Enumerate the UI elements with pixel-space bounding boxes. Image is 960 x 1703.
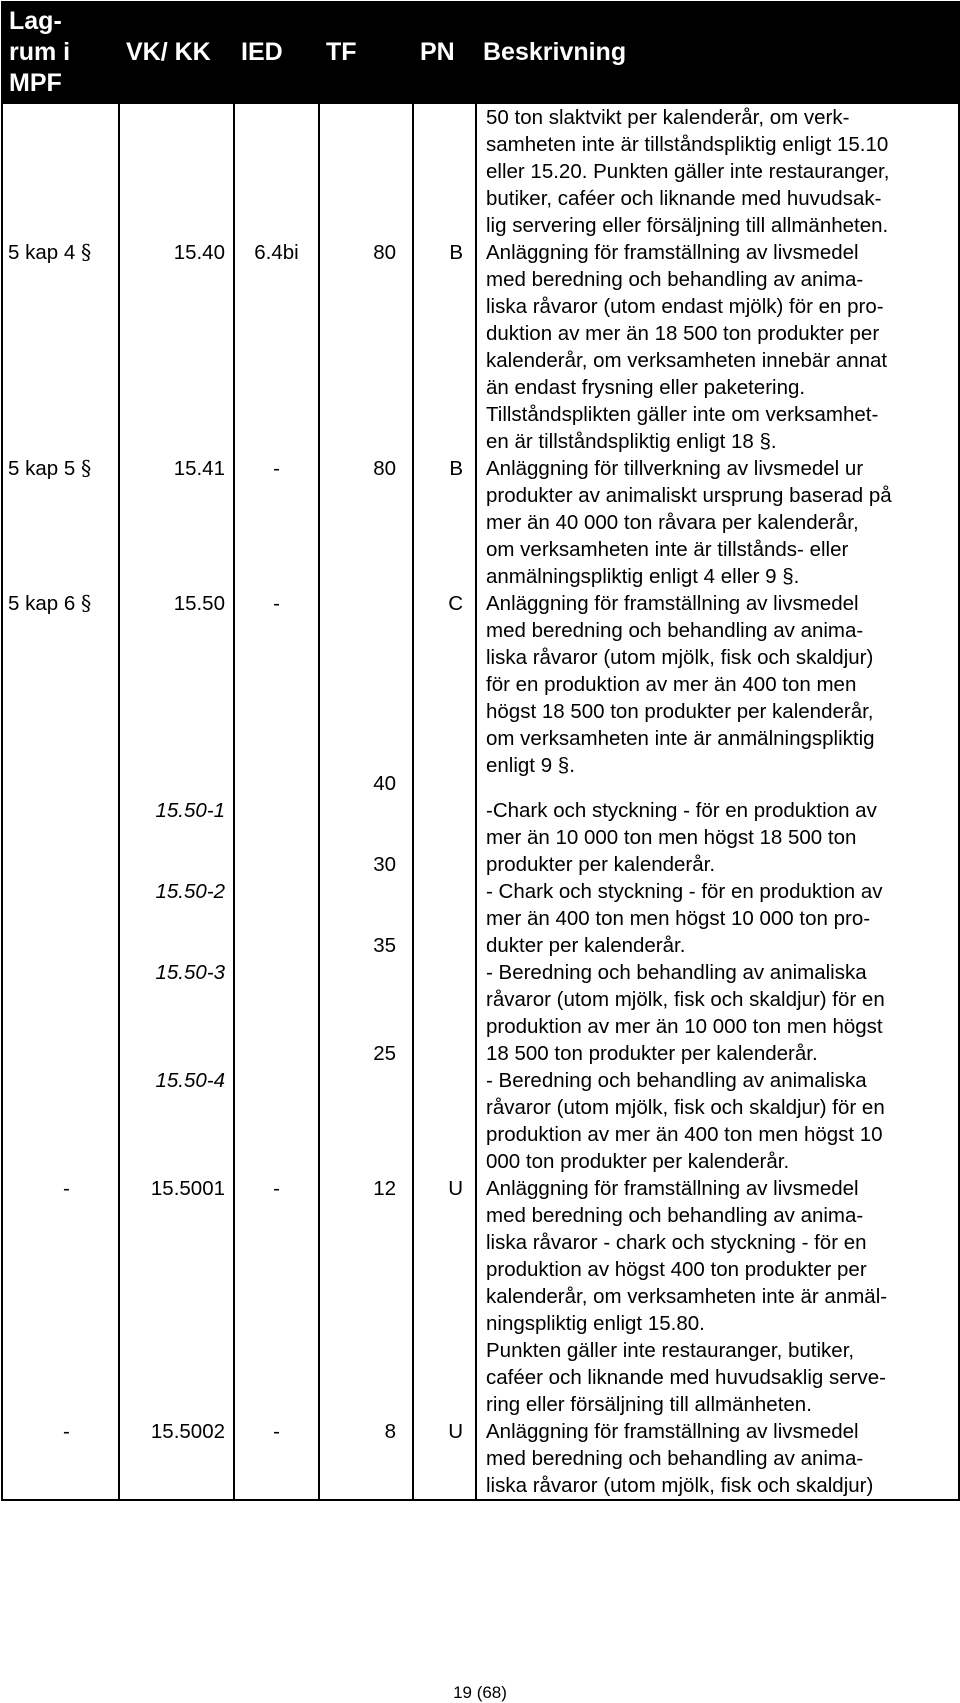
description-line: med beredning och behandling av anima- (486, 619, 864, 642)
table-row (2, 1418, 959, 1500)
lagrum-cell (2, 455, 119, 590)
description-line: enligt 9 §. (486, 754, 575, 777)
lagrum-text: - (63, 1177, 70, 1200)
description-line: produktion av mer än 400 ton men högst 10 (486, 1123, 883, 1146)
description-line: - Beredning och behandling av animaliska (486, 1069, 867, 1092)
header-pn: PN (413, 2, 476, 103)
description-cell (476, 103, 959, 239)
spacer (125, 986, 225, 1067)
tf-cell (319, 455, 413, 590)
ied-code: 6.4bi (254, 241, 299, 264)
spacer (125, 905, 225, 959)
sub-vkkk-code: 15.50-2 (155, 880, 225, 903)
description-cell (476, 1418, 959, 1500)
description-line: Punkten gäller inte restauranger, butiker, (486, 1339, 855, 1362)
header-ied: IED (234, 2, 319, 103)
description-line: liska råvaror - chark och styckning - för en (486, 1231, 867, 1254)
description-line: för en produktion av mer än 400 ton men (486, 673, 857, 696)
continuation-row (2, 103, 959, 239)
lagrum-text: 5 kap 6 (8, 592, 81, 615)
description-line: mer än 10 000 ton men högst 18 500 ton (486, 826, 857, 849)
header-lagrum (2, 2, 119, 103)
description-line: lig servering eller försäljning till allmänheten. (486, 214, 889, 237)
vkkk-code: 15.5001 (150, 1177, 225, 1200)
description-line: ring eller försäljning till allmänheten. (486, 1393, 812, 1416)
tf-value: 80 (373, 457, 396, 480)
sub-tf-value: 35 (373, 934, 396, 957)
description-line: Anläggning för framställning av livsmedel (486, 592, 859, 615)
description-line: än endast frysning eller paketering. (486, 376, 806, 399)
table-row (2, 590, 959, 1175)
description-line: dukter per kalenderår. (486, 934, 686, 957)
spacer (325, 878, 396, 932)
vkkk-cell (119, 1175, 234, 1418)
description-line: med beredning och behandling av anima- (486, 1204, 864, 1227)
description-line: kalenderår, om verksamheten innebär annat (486, 349, 888, 372)
spacer (125, 617, 225, 797)
lagrum-cell (2, 1175, 119, 1418)
vkkk-code: 15.40 (173, 241, 225, 264)
spacer (486, 779, 954, 797)
empty-cell (234, 103, 319, 239)
description-line: - Beredning och behandling av animaliska (486, 961, 867, 984)
sub-tf-value: 40 (373, 772, 396, 795)
description-line: 18 500 ton produkter per kalenderår. (486, 1042, 818, 1065)
tf-cell (319, 239, 413, 455)
lagrum-text: 5 kap 5 (8, 457, 81, 480)
header-row (2, 2, 959, 103)
pn-cell (413, 1418, 476, 1500)
description-line: produkter av animaliskt ursprung baserad på (486, 484, 892, 507)
vkkk-cell (119, 239, 234, 455)
description-cell (476, 455, 959, 590)
pn-value: U (448, 1177, 463, 1200)
description-line: 50 ton slaktvikt per kalenderår, om verk- (486, 106, 850, 129)
ied-cell (234, 1175, 319, 1418)
header-lagrum-line: MPF (9, 69, 62, 97)
empty-cell (319, 103, 413, 239)
vkkk-cell (119, 455, 234, 590)
description-line: Tillståndsplikten gäller inte om verksamhet- (486, 403, 879, 426)
tf-cell (319, 590, 413, 1175)
description-line: Anläggning för framställning av livsmedel (486, 1177, 859, 1200)
paragraph-sign: § (80, 240, 92, 264)
table-row (2, 239, 959, 455)
empty-cell (413, 103, 476, 239)
pn-value: U (448, 1420, 463, 1443)
description-line: med beredning och behandling av anima- (486, 268, 864, 291)
sub-vkkk-code: 15.50-3 (155, 961, 225, 984)
description-line: en är tillståndspliktig enligt 18 §. (486, 430, 777, 453)
description-line: råvaror (utom mjölk, fisk och skaldjur) för en (486, 1096, 885, 1119)
description-line: råvaror (utom mjölk, fisk och skaldjur) för en (486, 988, 885, 1011)
description-line: högst 18 500 ton produkter per kalenderår, (486, 700, 874, 723)
description-line: caféer och liknande med huvudsaklig serve- (486, 1366, 886, 1389)
description-line: 000 ton produkter per kalenderår. (486, 1150, 790, 1173)
regulation-table (1, 1, 960, 1501)
header-lagrum-line: rum i (9, 38, 71, 66)
header-tf: TF (319, 2, 413, 103)
description-line: liska råvaror (utom endast mjölk) för en pro- (486, 295, 884, 318)
spacer (325, 959, 396, 1040)
vkkk-code: 15.41 (173, 457, 225, 480)
pn-cell (413, 1175, 476, 1418)
page-number: 19 (68) (453, 1683, 507, 1702)
pn-cell (413, 239, 476, 455)
description-cell (476, 239, 959, 455)
tf-value: 12 (373, 1177, 396, 1200)
table-row (2, 1175, 959, 1418)
description-line: produktion av högst 400 ton produkter per (486, 1258, 867, 1281)
vkkk-cell (119, 590, 234, 1175)
header-beskrivning: Beskrivning (476, 2, 959, 103)
description-line: liska råvaror (utom mjölk, fisk och skaldjur) (486, 1474, 874, 1497)
vkkk-code: 15.5002 (150, 1420, 225, 1443)
tf-cell (319, 1418, 413, 1500)
tf-value: 80 (373, 241, 396, 264)
sub-tf-value: 30 (373, 853, 396, 876)
description-line: - Chark och styckning - för en produktion av (486, 880, 883, 903)
empty-cell (2, 103, 119, 239)
vkkk-cell (119, 1418, 234, 1500)
pn-cell (413, 590, 476, 1175)
description-line: ningspliktig enligt 15.80. (486, 1312, 705, 1335)
ied-cell (234, 590, 319, 1175)
lagrum-text: - (63, 1420, 70, 1443)
table-row (2, 455, 959, 590)
tf-value: 8 (384, 1420, 396, 1443)
description-line: kalenderår, om verksamheten inte är anmäl- (486, 1285, 888, 1308)
table-body (2, 103, 959, 1500)
spacer (125, 824, 225, 878)
ied-code: - (273, 1420, 280, 1443)
description-line: -Chark och styckning - för en produktion av (486, 799, 877, 822)
sub-tf-value: 25 (373, 1042, 396, 1065)
description-line: mer än 40 000 ton råvara per kalenderår, (486, 511, 859, 534)
description-line: Anläggning för framställning av livsmedel (486, 241, 859, 264)
ied-code: - (273, 592, 280, 615)
ied-cell (234, 455, 319, 590)
description-line: produktion av mer än 10 000 ton men högst (486, 1015, 883, 1038)
spacer (325, 797, 396, 851)
header-vkkk: VK/ KK (119, 2, 234, 103)
description-line: Anläggning för tillverkning av livsmedel ur (486, 457, 864, 480)
description-line: om verksamheten inte är anmälningspliktig (486, 727, 875, 750)
spacer (325, 590, 396, 770)
paragraph-sign: § (80, 456, 92, 480)
description-line: eller 15.20. Punkten gäller inte restauranger, (486, 160, 890, 183)
lagrum-cell (2, 590, 119, 1175)
pn-value: C (448, 592, 463, 615)
pn-value: B (449, 241, 463, 264)
ied-cell (234, 1418, 319, 1500)
sub-vkkk-code: 15.50-1 (155, 799, 225, 822)
pn-value: B (449, 457, 463, 480)
description-line: Anläggning för framställning av livsmedel (486, 1420, 859, 1443)
description-line: liska råvaror (utom mjölk, fisk och skaldjur) (486, 646, 874, 669)
empty-cell (119, 103, 234, 239)
ied-code: - (273, 1177, 280, 1200)
description-line: samheten inte är tillståndspliktig enligt 15.10 (486, 133, 889, 156)
ied-cell (234, 239, 319, 455)
tf-cell (319, 1175, 413, 1418)
header-lagrum-line: Lag- (9, 7, 62, 35)
description-line: om verksamheten inte är tillstånds- eller (486, 538, 849, 561)
lagrum-cell (2, 239, 119, 455)
sub-vkkk-code: 15.50-4 (155, 1069, 225, 1092)
pn-cell (413, 455, 476, 590)
description-line: produkter per kalenderår. (486, 853, 716, 876)
description-line: mer än 400 ton men högst 10 000 ton pro- (486, 907, 871, 930)
description-line: med beredning och behandling av anima- (486, 1447, 864, 1470)
lagrum-text: 5 kap 4 (8, 241, 81, 264)
description-line: anmälningspliktig enligt 4 eller 9 §. (486, 565, 800, 588)
description-line: butiker, caféer och liknande med huvudsak- (486, 187, 882, 210)
vkkk-code: 15.50 (173, 592, 225, 615)
lagrum-cell (2, 1418, 119, 1500)
description-cell (476, 1175, 959, 1418)
description-cell (476, 590, 959, 1175)
paragraph-sign: § (80, 591, 92, 615)
ied-code: - (273, 457, 280, 480)
description-line: duktion av mer än 18 500 ton produkter per (486, 322, 880, 345)
